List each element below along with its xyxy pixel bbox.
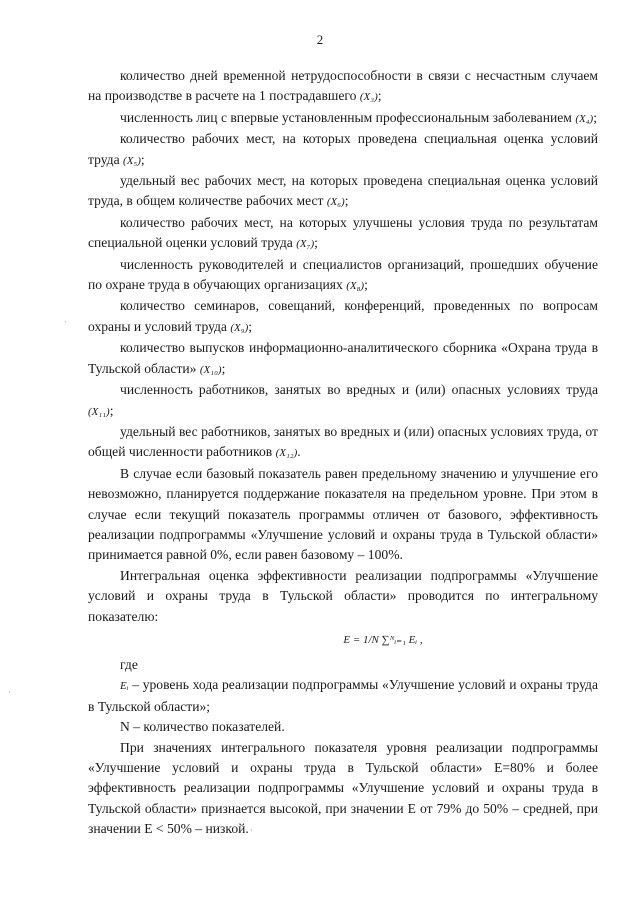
variable-label: (X₃) [359, 91, 378, 104]
indicator-item: количество рабочих мест, на которых улучшены условия труда по результатам специальной оценки условий труда (X₇); [88, 214, 598, 251]
scan-dot: · [250, 826, 253, 835]
variable-label: (X₁₀) [199, 363, 222, 376]
variable-label: (X₁₁) [88, 405, 110, 418]
definition-ei: Eᵢ – уровень хода реализации подпрограммы «Улучшение условий и охраны труда в Тульской области»; [88, 677, 598, 714]
indicator-item: удельный вес рабочих мест, на которых проведена специальная оценка условий труда, в общем количестве рабочих мест (X₆); [88, 173, 598, 209]
variable-label: (X₇) [296, 238, 315, 251]
variable-label: Eᵢ [120, 680, 129, 693]
paragraph-base-value: В случае если базовый показатель равен предельному значению и улучшение его невозможно, планируется поддержание показателя на предельном уровне. При этом в случае если текущий показатель программы отличен от базового, эффективность реализации подпрограммы «Улучшение условий и охраны труда в Тульской области» принимается равной 0%, если равен базовому – 100%. [88, 465, 598, 563]
indicator-item: количество выпусков информационно-аналитического сборника «Охрана труда в Тульской области» (X₁₀); [88, 340, 598, 376]
paragraph-final: При значениях интегрального показателя уровня реализации подпрограммы «Улучшение условий и охраны труда в Тульской области» E=80% и более эффективность реализации подпрограммы «Улучшение условий и охраны труда в Тульской области» признается высокой, при значении Е от 79% до 50% – средней, при значении Е < 50% – низкой. [88, 739, 598, 837]
definition-n: N – количество показателей. [120, 719, 285, 735]
indicator-item: количество рабочих мест, на которых проведена специальная оценка условий труда (X₅); [88, 131, 598, 167]
indicator-item: численность лиц с впервые установленным профессиональным заболеванием (X₄); [120, 109, 597, 125]
indicator-item: количество семинаров, совещаний, конференций, проведенных по вопросам охраны и условий труда (X₉); [88, 298, 598, 334]
variable-label: (X₁₂) [275, 447, 298, 460]
variable-label: (X₆) [326, 196, 345, 209]
indicator-item: численность руководителей и специалистов организаций, прошедших обучение по охране труда в обучающих организациях (X₈); [88, 256, 598, 293]
variable-label: (X₈) [346, 280, 365, 293]
page-number: 2 [316, 32, 324, 47]
paragraph-integral-intro: Интегральная оценка эффективности реализации подпрограммы «Улучшение условий и охраны труда в Тульской области» проводится по интегральному показателю: [88, 567, 598, 624]
indicator-item: численность работников, занятых во вредных и (или) опасных условиях труда (X₁₁); [88, 382, 598, 418]
integral-formula: E = 1/N ∑ᴺᵢ₌₁ Eᵢ , [343, 633, 423, 646]
document-body [88, 66, 598, 840]
variable-label: (X₅) [123, 154, 141, 167]
scan-dot: · [8, 688, 11, 697]
variable-label: (X₄) [575, 112, 594, 125]
indicator-item: удельный вес работников, занятых во вредных и (или) опасных условиях труда, от общей численности работников (X₁₂). [88, 423, 598, 460]
indicator-item: количество дней временной нетрудоспособности в связи с несчастным случаем на производстве в расчете на 1 пострадавшего (X₃); [88, 68, 598, 104]
scan-dot: · [64, 318, 67, 327]
where-label: где [120, 656, 138, 672]
variable-label: (X₉) [230, 321, 249, 334]
